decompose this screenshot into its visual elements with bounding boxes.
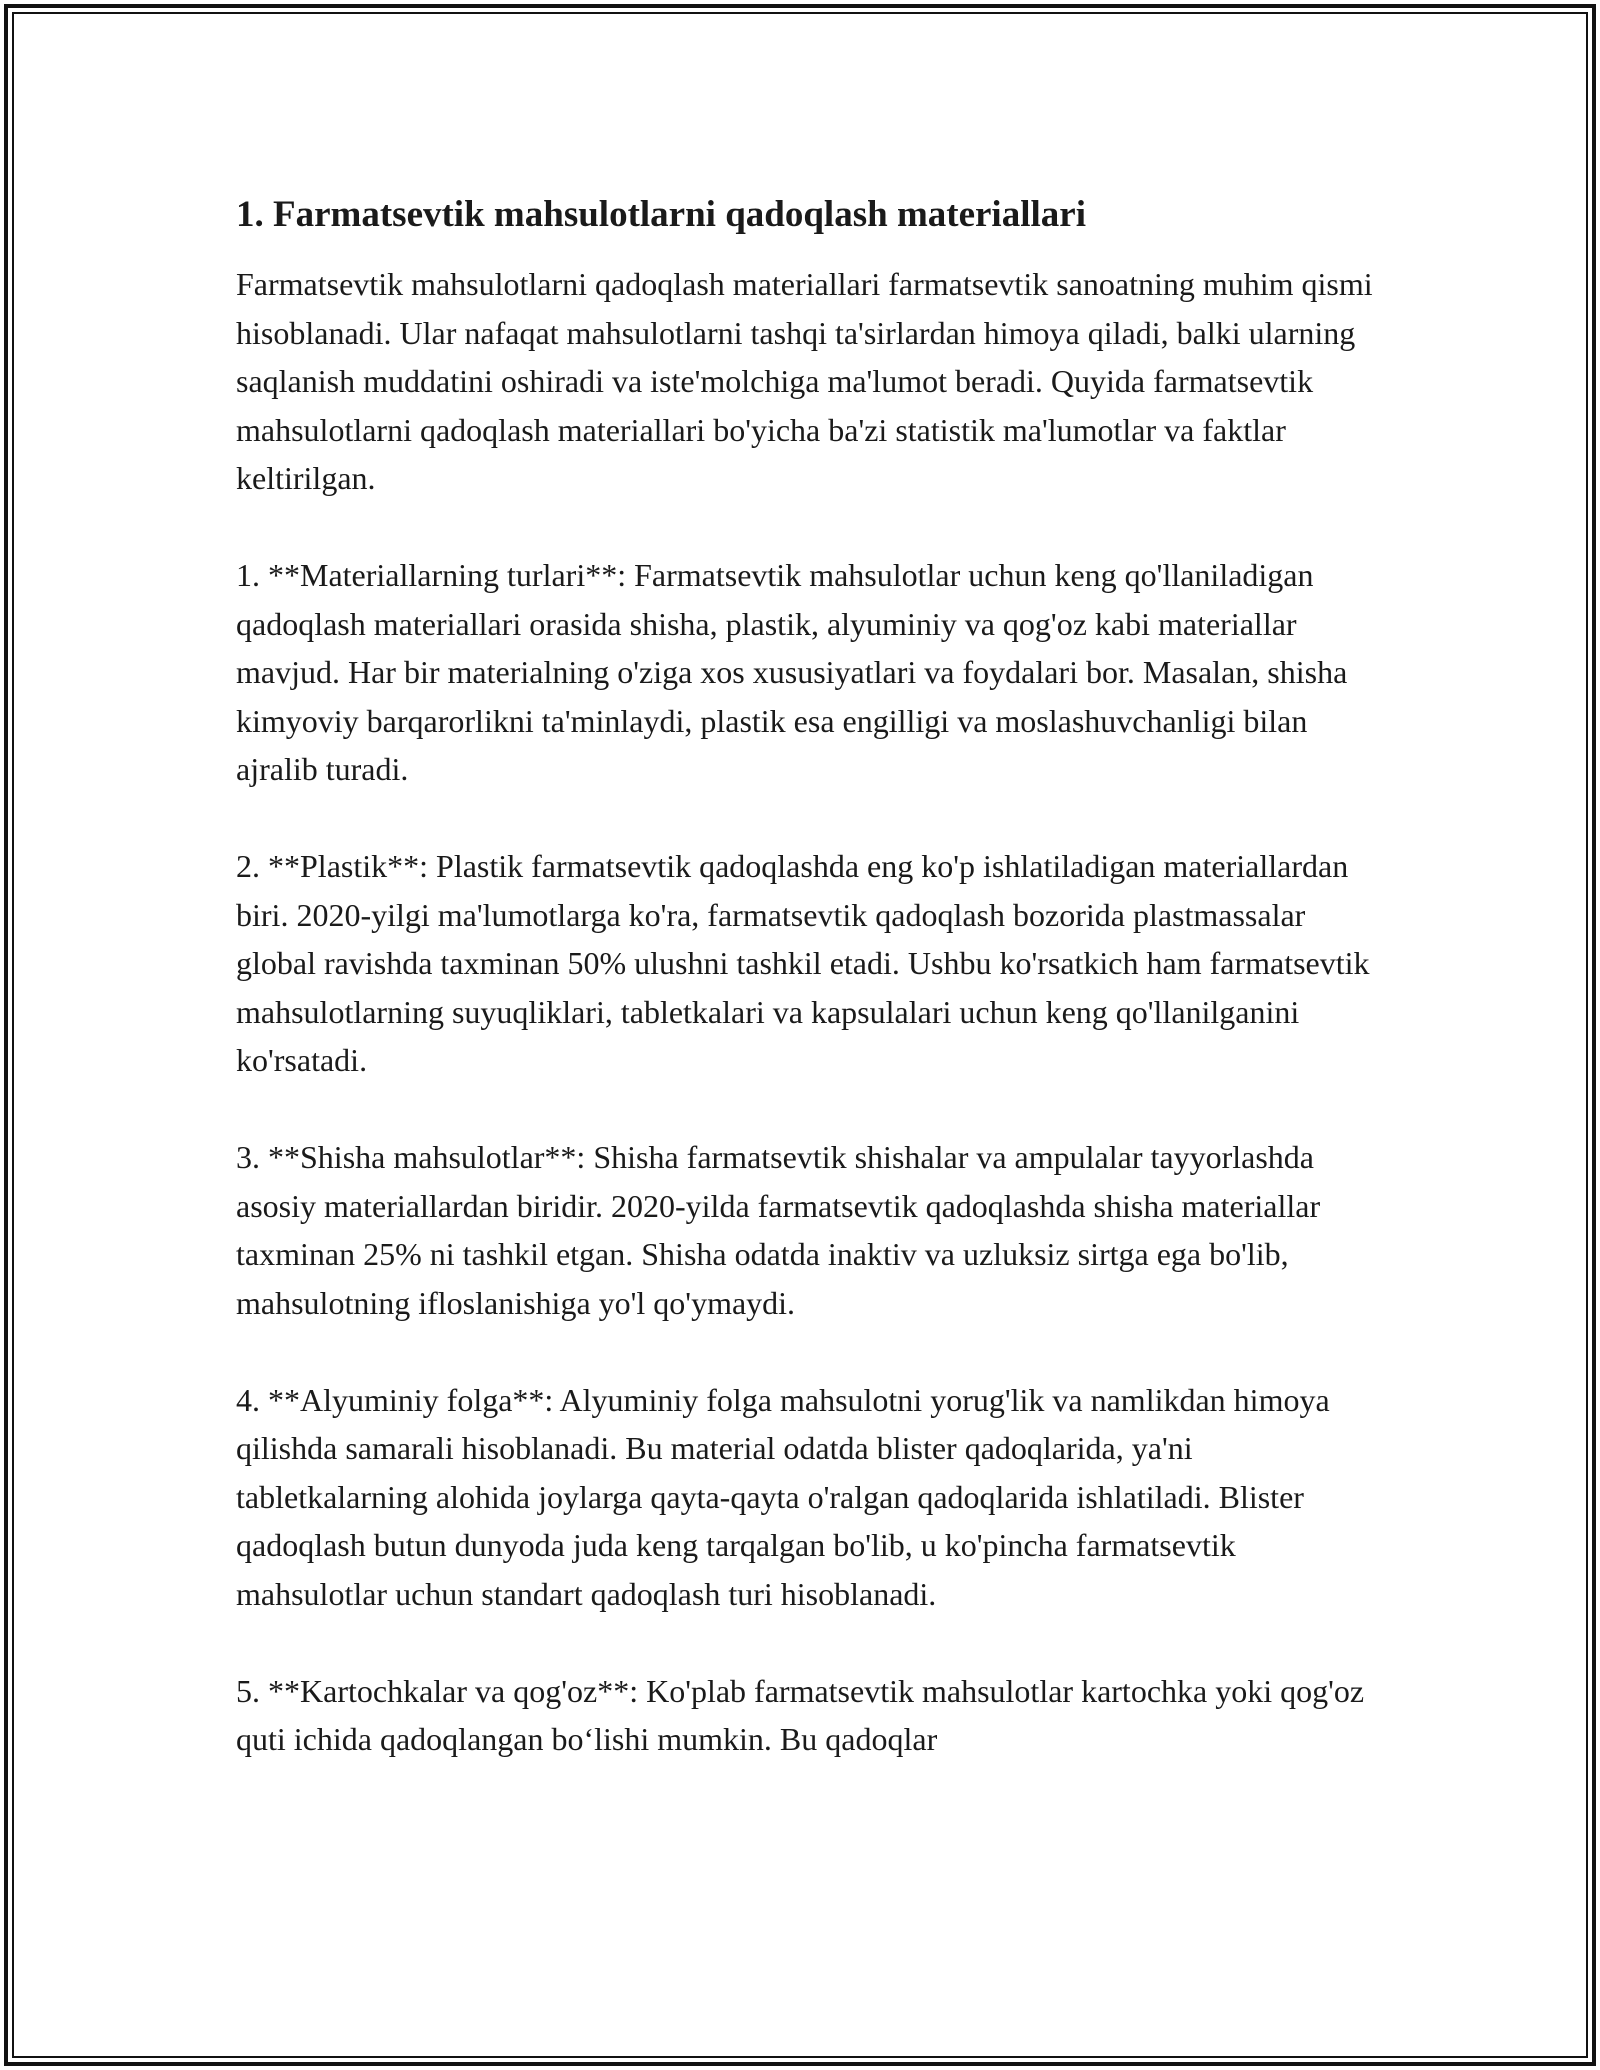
paragraph-glass: 3. **Shisha mahsulotlar**: Shisha farmatsevtik shishalar va ampulalar tayyorlashda asosiy materiallardan biridir. 2020-yilda farmatsevtik qadoqlashda shisha materiallar taxminan 25% ni tashkil etgan. Shisha odatda inaktiv va uzluksiz sirtga ega bo'lib, mahsulotning ifloslanishiga yo'l qo'ymaydi. bbox=[236, 1139, 1321, 1321]
paragraph-aluminium-foil: 4. **Alyuminiy folga**: Alyuminiy folga mahsulotni yorug'lik va namlikdan himoya qilishda samarali hisoblanadi. Bu material odatda blister qadoqlarida, ya'ni tabletkalarning alohida joylarga qayta-qayta o'ralgan qadoqlarida ishlatiladi. Blister qadoqlash butun dunyoda juda keng tarqalgan bo'lib, u ko'pincha farmatsevtik mahsulotlar uchun standart qadoqlash turi hisoblanadi. bbox=[236, 1381, 1330, 1612]
section-heading: 1. Farmatsevtik mahsulotlarni qadoqlash materiallari bbox=[236, 194, 1086, 235]
document-body bbox=[236, 190, 1386, 1764]
paragraph-plastic: 2. **Plastik**: Plastik farmatsevtik qadoqlashda eng ko'p ishlatiladigan materiallardan biri. 2020-yilgi ma'lumotlarga ko'ra, farmatsevtik qadoqlash bozorida plastmassalar global ravishda taxminan 50% ulushni tashkil etadi. Ushbu ko'rsatkich ham farmatsevtik mahsulotlarning suyuqliklari, tabletkalari va kapsulalari uchun keng qo'llanilganini ko'rsatadi. bbox=[236, 848, 1370, 1078]
paragraph-cards-paper: 5. **Kartochkalar va qog'oz**: Ko'plab farmatsevtik mahsulotlar kartochka yoki qog'oz quti ichida qadoqlangan bo‘lishi mumkin. Bu qadoqlar bbox=[236, 1672, 1365, 1757]
intro-paragraph: Farmatsevtik mahsulotlarni qadoqlash materiallari farmatsevtik sanoatning muhim qismi hisoblanadi. Ular nafaqat mahsulotlarni tashqi ta'sirlardan himoya qiladi, balki ularning saqlanish muddatini oshiradi va iste'molchiga ma'lumot beradi. Quyida farmatsevtik mahsulotlarni qadoqlash materiallari bo'yicha ba'zi statistik ma'lumotlar va faktlar keltirilgan. bbox=[236, 266, 1373, 496]
paragraph-material-types: 1. **Materiallarning turlari**: Farmatsevtik mahsulotlar uchun keng qo'llaniladigan qadoqlash materiallari orasida shisha, plastik, alyuminiy va qog'oz kabi materiallar mavjud. Har bir materialning o'ziga xos xususiyatlari va foydalari bor. Masalan, shisha kimyoviy barqarorlikni ta'minlaydi, plastik esa engilligi va moslashuvchanligi bilan ajralib turadi. bbox=[236, 557, 1348, 787]
